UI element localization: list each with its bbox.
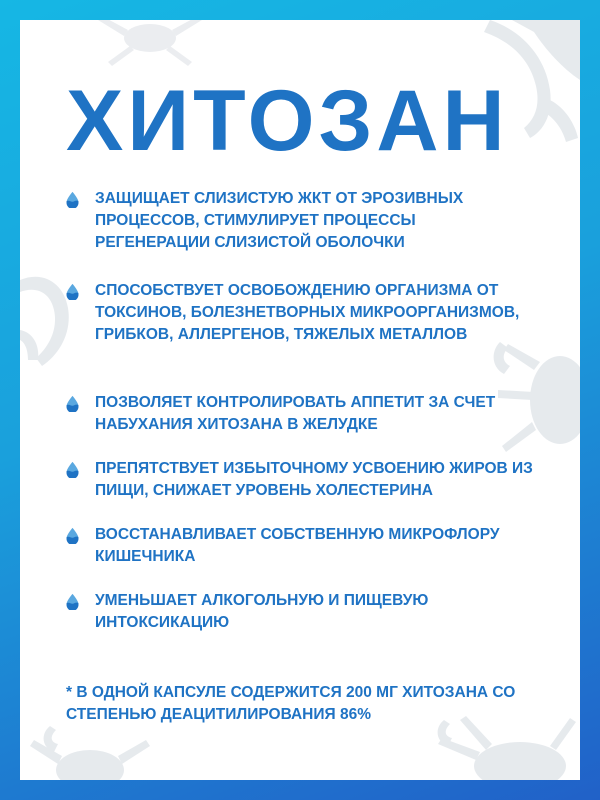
water-drop-icon (64, 527, 81, 544)
benefit-item (64, 524, 534, 568)
water-drop-icon (64, 461, 81, 478)
benefit-text: ПРЕПЯТСТВУЕТ ИЗБЫТОЧНОМУ УСВОЕНИЮ ЖИРОВ ИЗ ПИЩИ, СНИЖАЕТ УРОВЕНЬ ХОЛЕСТЕРИНА (95, 460, 533, 499)
benefit-item (64, 188, 534, 254)
benefit-item (64, 458, 534, 502)
benefit-text: ЗАЩИЩАЕТ СЛИЗИСТУЮ ЖКТ ОТ ЭРОЗИВНЫХ ПРОЦЕССОВ, СТИМУЛИРУЕТ ПРОЦЕССЫ РЕГЕНЕРАЦИИ СЛИЗИСТОЙ ОБОЛОЧКИ (95, 190, 464, 251)
benefit-item (64, 280, 534, 346)
benefit-item (64, 392, 534, 436)
crab-bottom-left-icon (20, 720, 160, 780)
benefit-text: ПОЗВОЛЯЕТ КОНТРОЛИРОВАТЬ АППЕТИТ ЗА СЧЕТ НАБУХАНИЯ ХИТОЗАНА В ЖЕЛУДКЕ (95, 394, 496, 433)
benefit-text: УМЕНЬШАЕТ АЛКОГОЛЬНУЮ И ПИЩЕВУЮ ИНТОКСИКАЦИЮ (95, 592, 429, 631)
benefit-item (64, 590, 534, 634)
crab-top-left-icon (90, 20, 210, 70)
water-drop-icon (64, 395, 81, 412)
benefit-text: СПОСОБСТВУЕТ ОСВОБОЖДЕНИЮ ОРГАНИЗМА ОТ ТОКСИНОВ, БОЛЕЗНЕТВОРНЫХ МИКРООРГАНИЗМОВ, ГРИБКОВ, АЛЛЕРГЕНОВ, ТЯЖЕЛЫХ МЕТАЛЛОВ (95, 282, 520, 343)
footnote: * В ОДНОЙ КАПСУЛЕ СОДЕРЖИТСЯ 200 МГ ХИТОЗАНА СО СТЕПЕНЬЮ ДЕАЦИТИЛИРОВАНИЯ 86% (66, 684, 516, 723)
benefit-text: ВОССТАНАВЛИВАЕТ СОБСТВЕННУЮ МИКРОФЛОРУ КИШЕЧНИКА (95, 526, 500, 565)
poster-card (20, 20, 580, 780)
page-title: ХИТОЗАН (66, 73, 509, 169)
water-drop-icon (64, 191, 81, 208)
water-drop-icon (64, 593, 81, 610)
water-drop-icon (64, 283, 81, 300)
